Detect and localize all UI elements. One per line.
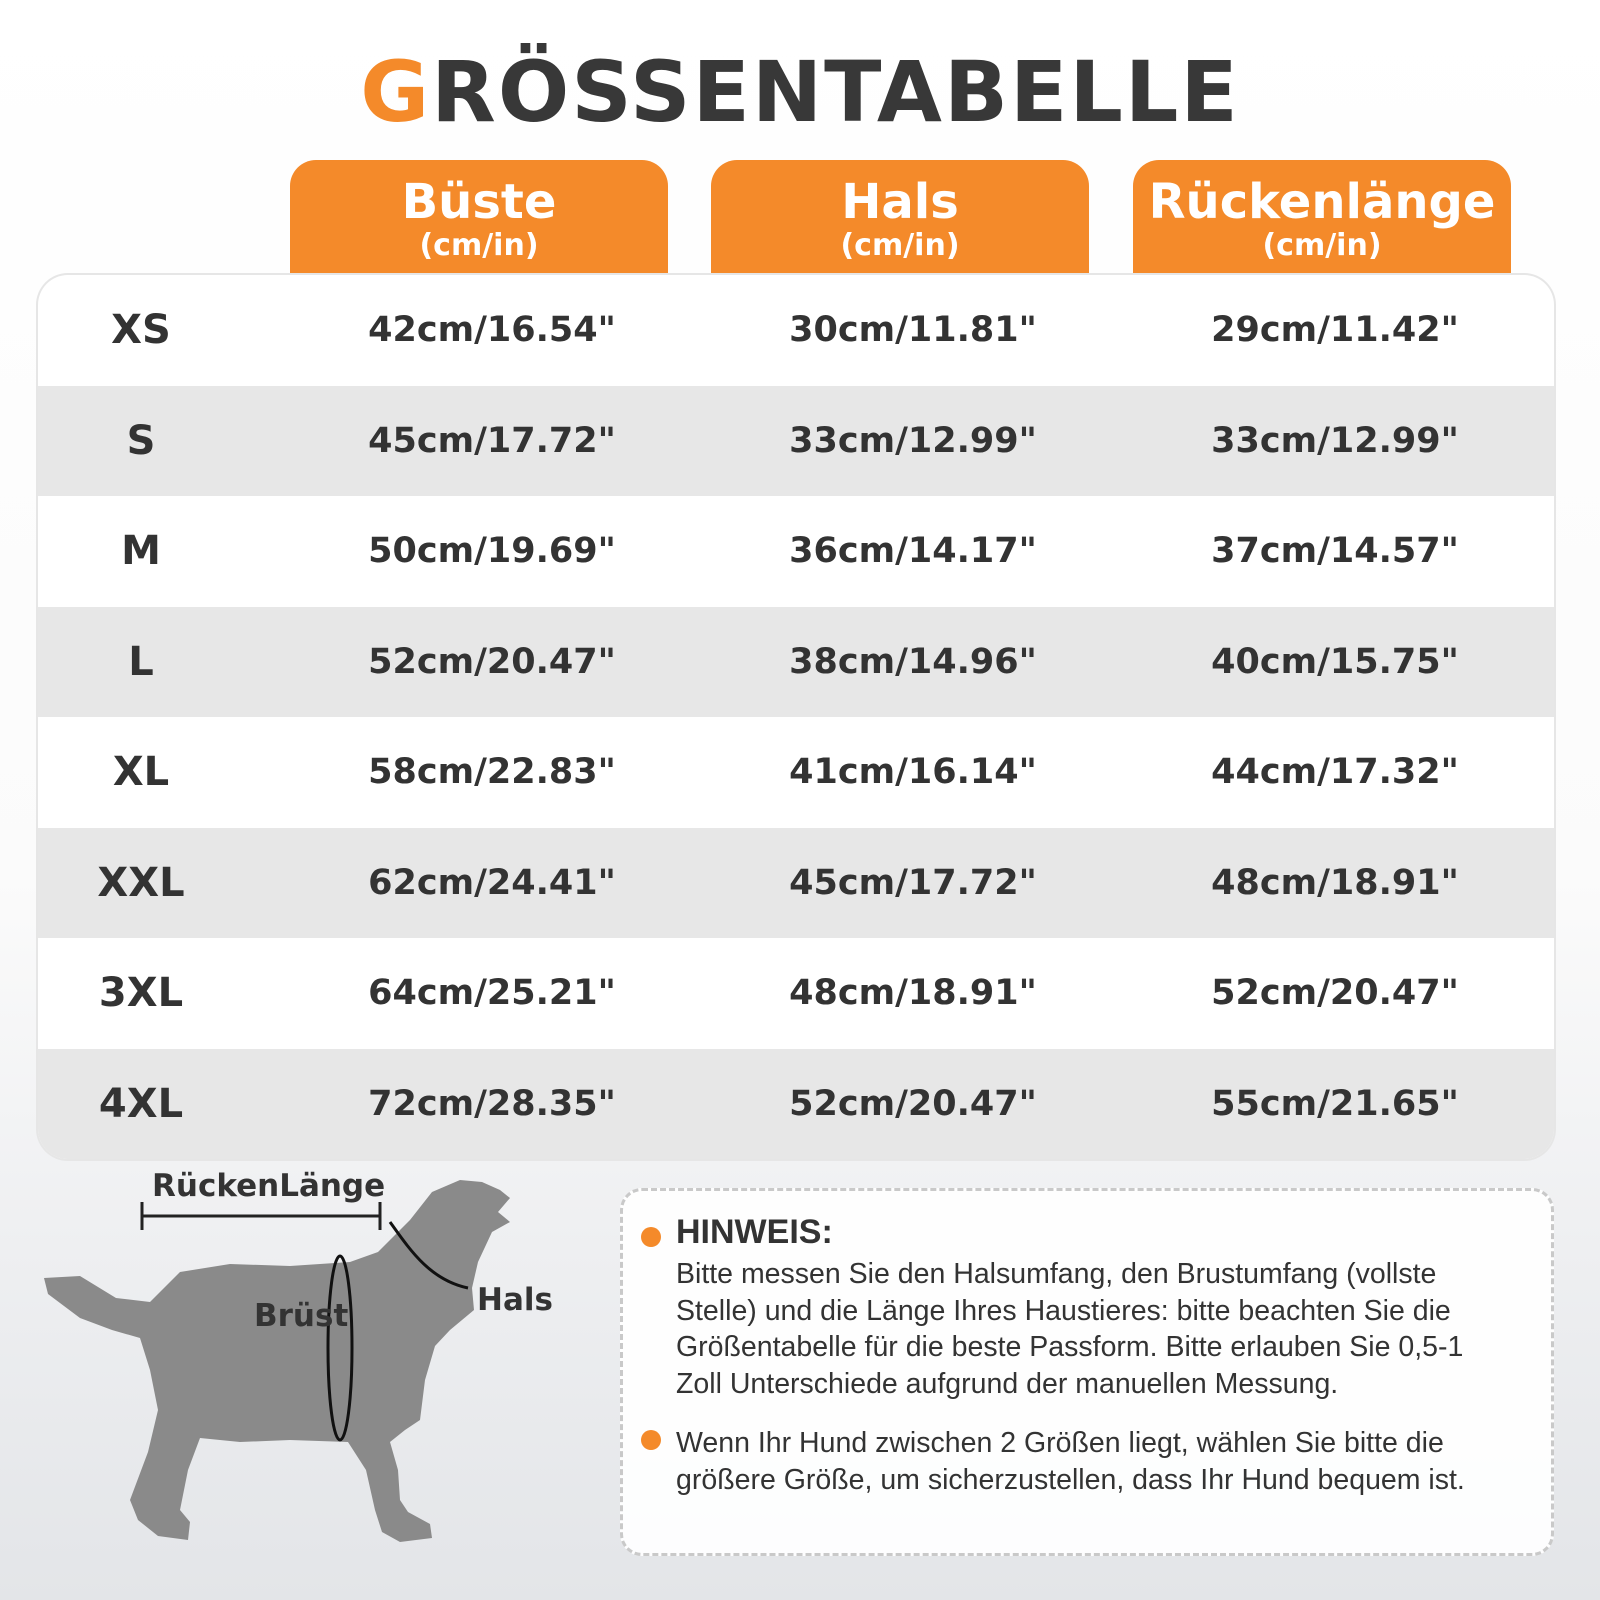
note-paragraph-2 [676,1425,1465,1498]
bust-cell: 50cm/19.69" [368,531,616,571]
note-line: Größentabelle für die beste Passform. Bitte erlauben Sie 0,5-1 [676,1331,1464,1363]
chest-label: Brüst [254,1298,349,1334]
size-cell: M [121,528,161,574]
note-paragraph-1 [676,1256,1463,1402]
back-length-cell: 37cm/14.57" [1211,531,1459,571]
back-length-cell: 48cm/18.91" [1211,862,1459,903]
page-title [0,42,1600,142]
back-length-cell: 40cm/15.75" [1211,641,1459,682]
table-row [38,386,1554,497]
note-line: Wenn Ihr Hund zwischen 2 Größen liegt, wählen Sie bitte die [676,1427,1444,1459]
column-header-unit: (cm/in) [840,228,960,263]
neck-cell: 52cm/20.47" [789,1083,1037,1124]
size-cell: XS [111,307,171,353]
note-line: Zoll Unterschiede aufgrund der manuellen Messung. [676,1367,1339,1400]
note-line: größere Größe, um sicherzustellen, dass Ihr Hund bequem ist. [676,1463,1465,1496]
back-length-cell: 44cm/17.32" [1211,752,1459,792]
note-line: Stelle) und die Länge Ihres Haustieres: bitte beachten Sie die [676,1294,1451,1327]
note-box [620,1188,1554,1556]
bust-cell: 52cm/20.47" [368,641,616,682]
size-cell: XL [112,749,170,795]
table-row [38,1049,1554,1160]
size-cell: 3XL [98,970,184,1016]
neck-cell: 38cm/14.96" [789,641,1037,682]
bust-cell: 72cm/28.35" [368,1083,616,1124]
neck-cell: 33cm/12.99" [789,420,1037,461]
neck-cell: 48cm/18.91" [789,973,1037,1013]
size-cell: L [128,638,154,685]
table-row [38,828,1554,939]
column-header-label: Hals [841,174,959,230]
table-row [38,275,1554,386]
neck-label: Hals [477,1282,553,1318]
table-row [38,607,1554,718]
column-header-label: Büste [401,174,557,230]
column-header-neck [711,160,1089,278]
bullet-icon [641,1430,661,1450]
back-length-cell: 52cm/20.47" [1211,973,1459,1013]
size-cell: S [126,417,156,464]
bust-cell: 58cm/22.83" [368,752,616,792]
column-header-unit: (cm/in) [1262,228,1382,263]
back-length-label: RückenLänge [152,1168,386,1204]
dog-silhouette-icon [30,1170,590,1570]
size-table [38,275,1554,1159]
column-header-bust [290,160,668,278]
table-row [38,938,1554,1049]
title-rest: RÖSSENTABELLE [431,43,1240,141]
back-length-cell: 55cm/21.65" [1211,1083,1459,1124]
bullet-icon [641,1227,661,1247]
bust-cell: 45cm/17.72" [368,420,616,461]
size-cell: 4XL [98,1080,184,1127]
note-line: Bitte messen Sie den Halsumfang, den Brustumfang (vollste [676,1258,1437,1290]
table-row [38,496,1554,607]
size-cell: XXL [97,859,185,906]
neck-cell: 36cm/14.17" [789,531,1037,571]
back-length-cell: 29cm/11.42" [1211,310,1459,350]
neck-cell: 45cm/17.72" [789,862,1037,903]
bust-cell: 62cm/24.41" [368,862,616,903]
table-row [38,717,1554,828]
dog-measurement-diagram [30,1170,590,1570]
column-header-label: Rückenlänge [1148,174,1496,230]
column-header-unit: (cm/in) [419,228,539,263]
bust-cell: 42cm/16.54" [368,310,616,350]
neck-cell: 30cm/11.81" [789,310,1037,350]
back-length-cell: 33cm/12.99" [1211,420,1459,461]
note-title: HINWEIS: [676,1213,833,1251]
title-first-letter: G [360,43,432,141]
neck-cell: 41cm/16.14" [789,752,1037,792]
column-header-back-length [1133,160,1511,278]
bust-cell: 64cm/25.21" [368,973,616,1013]
